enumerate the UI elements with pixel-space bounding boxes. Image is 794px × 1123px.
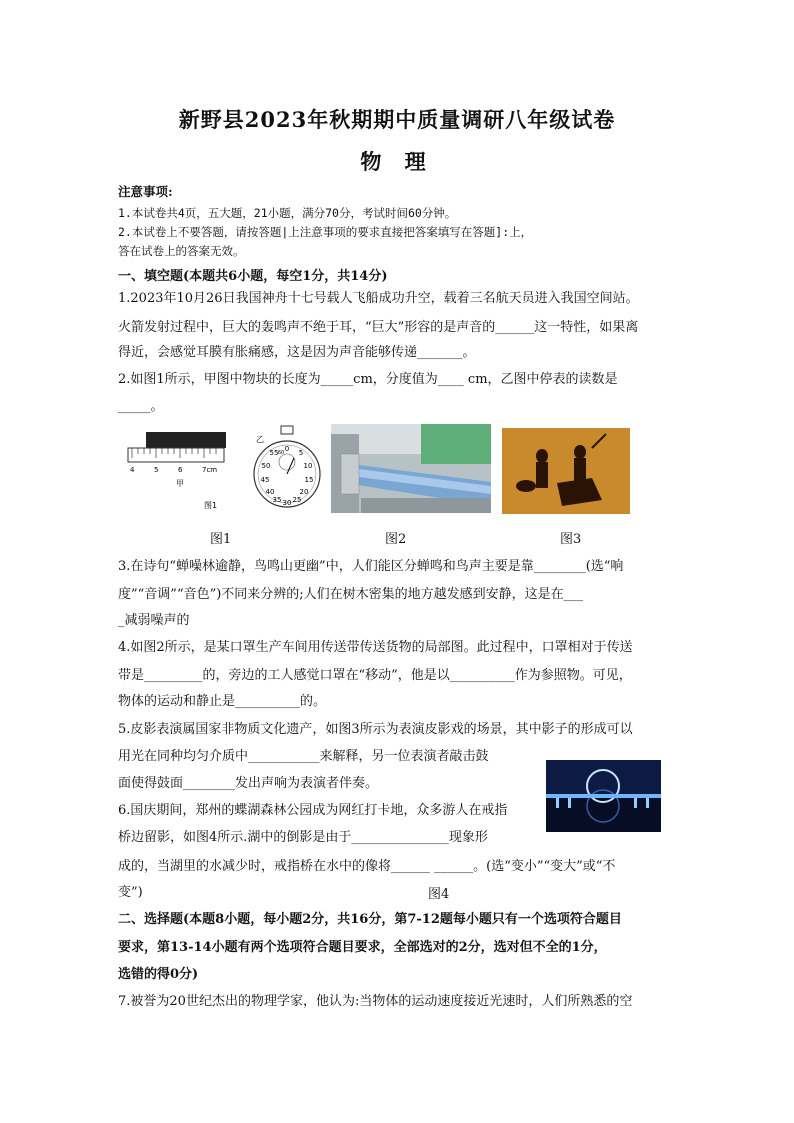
ruler-tick-label: 7cm [202, 466, 218, 474]
question-line: 6.国庆期间，郑州的蝶湖森林公园成为网红打卡地，众多游人在戒指 [118, 803, 508, 818]
subject-title: 物 理 [360, 149, 434, 174]
figure-1-caption: 图1 [210, 532, 232, 547]
question-line: 3.在诗句“蝉噪林逾静，鸟鸣山更幽”中，人们能区分蝉鸣和鸟声主要是靠________(选“响 [118, 559, 624, 574]
ruler-tick-label: 5 [154, 466, 159, 474]
question-line: 物体的运动和静止是__________的。 [118, 694, 327, 709]
figure-1-inner-caption: 图1 [204, 501, 218, 510]
section1-heading: 一、填空题(本题共6小题，每空1分，共14分) [118, 269, 388, 284]
figure-4-caption: 图4 [428, 887, 450, 902]
question-line: 火箭发射过程中，巨大的轰鸣声不绝于耳，“巨大”形容的是声音的______这一特性，如果离 [118, 320, 639, 335]
question-line: 桥边留影，如图4所示.湖中的倒影是由于_______________现象形 [118, 830, 488, 845]
question-line: 4.如图2所示，是某口罩生产车间用传送带传送货物的局部图。此过程中，口罩相对于传送 [118, 640, 633, 655]
figure-1-ruler-stopwatch [124, 424, 324, 514]
figure-2-caption: 图2 [385, 532, 407, 547]
section2-heading: 选错的得0分) [118, 967, 199, 982]
question-line: 1.2023年10月26日我国神舟十七号载人飞船成功升空，载着三名航天员进入我国空间站。 [118, 291, 639, 306]
watch-number: 15 [304, 476, 314, 484]
figure-3-shadow-puppet-photo [502, 428, 630, 514]
watch-number: 60 [277, 450, 285, 456]
figure-2-conveyor-photo [331, 424, 491, 513]
question-line: 成的，当湖里的水减少时，戒指桥在水中的像将______ ______。(选“变小”“变大”或“不 [118, 859, 616, 874]
ruler-tick-label: 4 [130, 466, 135, 474]
watch-number: 30 [282, 499, 292, 507]
question-line: 2.如图1所示，甲图中物块的长度为_____cm，分度值为____ cm，乙图中停表的读数是 [118, 372, 618, 387]
figure-4-ring-bridge-photo [546, 760, 661, 832]
question-line: _减弱噪声的 [118, 613, 190, 628]
question-line: 用光在同种均匀介质中___________来解释，另一位表演者敲击鼓 [118, 749, 489, 764]
stopwatch-label-b: 乙 [256, 435, 264, 444]
section2-heading: 要求，第13-14小题有两个选项符合题目要求，全部选对的2分，选对但不全的1分， [118, 940, 607, 955]
watch-number: 40 [265, 488, 275, 496]
question-line: 带是_________的，旁边的工人感觉口罩在“移动”，他是以__________作为参照物。可见， [118, 668, 632, 683]
watch-number: 55 [269, 449, 279, 457]
watch-number: 35 [272, 496, 282, 504]
question-line: 度”“音调”“音色”)不同来分辨的;人们在树木密集的地方越发感到安静，这是在___ [118, 587, 584, 602]
notes-heading: 注意事项: [118, 184, 173, 199]
watch-number: 0 [284, 445, 290, 453]
ruler-label-a: 甲 [176, 479, 184, 488]
question-line: 5.皮影表演属国家非物质文化遗产，如图3所示为表演皮影戏的场景，其中影子的形成可以 [118, 722, 633, 737]
note-line: 2.本试卷上不要答题，请按答题|上注意事项的要求直接把答案填写在答题]:上， [118, 225, 533, 239]
question-line: 得近，会感觉耳膜有胀痛感，这是因为声音能够传递_______。 [118, 345, 476, 360]
watch-number: 25 [292, 496, 302, 504]
question-line: 面使得鼓面________发出声响为表演者伴奏。 [118, 776, 379, 791]
watch-number: 5 [298, 449, 304, 457]
question-line: 变”) [118, 885, 143, 900]
section2-heading: 二、选择题(本题8小题，每小题2分，共16分，第7-12题每小题只有一个选项符合题目 [118, 912, 622, 927]
watch-number: 45 [260, 476, 270, 484]
ruler-tick-label: 6 [178, 466, 183, 474]
question-line: _____。 [118, 399, 164, 414]
watch-number: 20 [299, 488, 309, 496]
watch-number: 10 [303, 462, 313, 470]
figure-3-caption: 图3 [560, 532, 582, 547]
note-line: 1.本试卷共4页，五大题，21小题，满分70分，考试时间60分钟。 [118, 206, 457, 220]
note-line: 答在试卷上的答案无效。 [118, 244, 245, 258]
exam-title: 新野县2023年秋期期中质量调研八年级试卷 [178, 107, 616, 132]
watch-number: 50 [261, 462, 271, 470]
question-line: 7.被誉为20世纪杰出的物理学家，他认为:当物体的运动速度接近光速时，人们所熟悉的空 [118, 994, 633, 1009]
